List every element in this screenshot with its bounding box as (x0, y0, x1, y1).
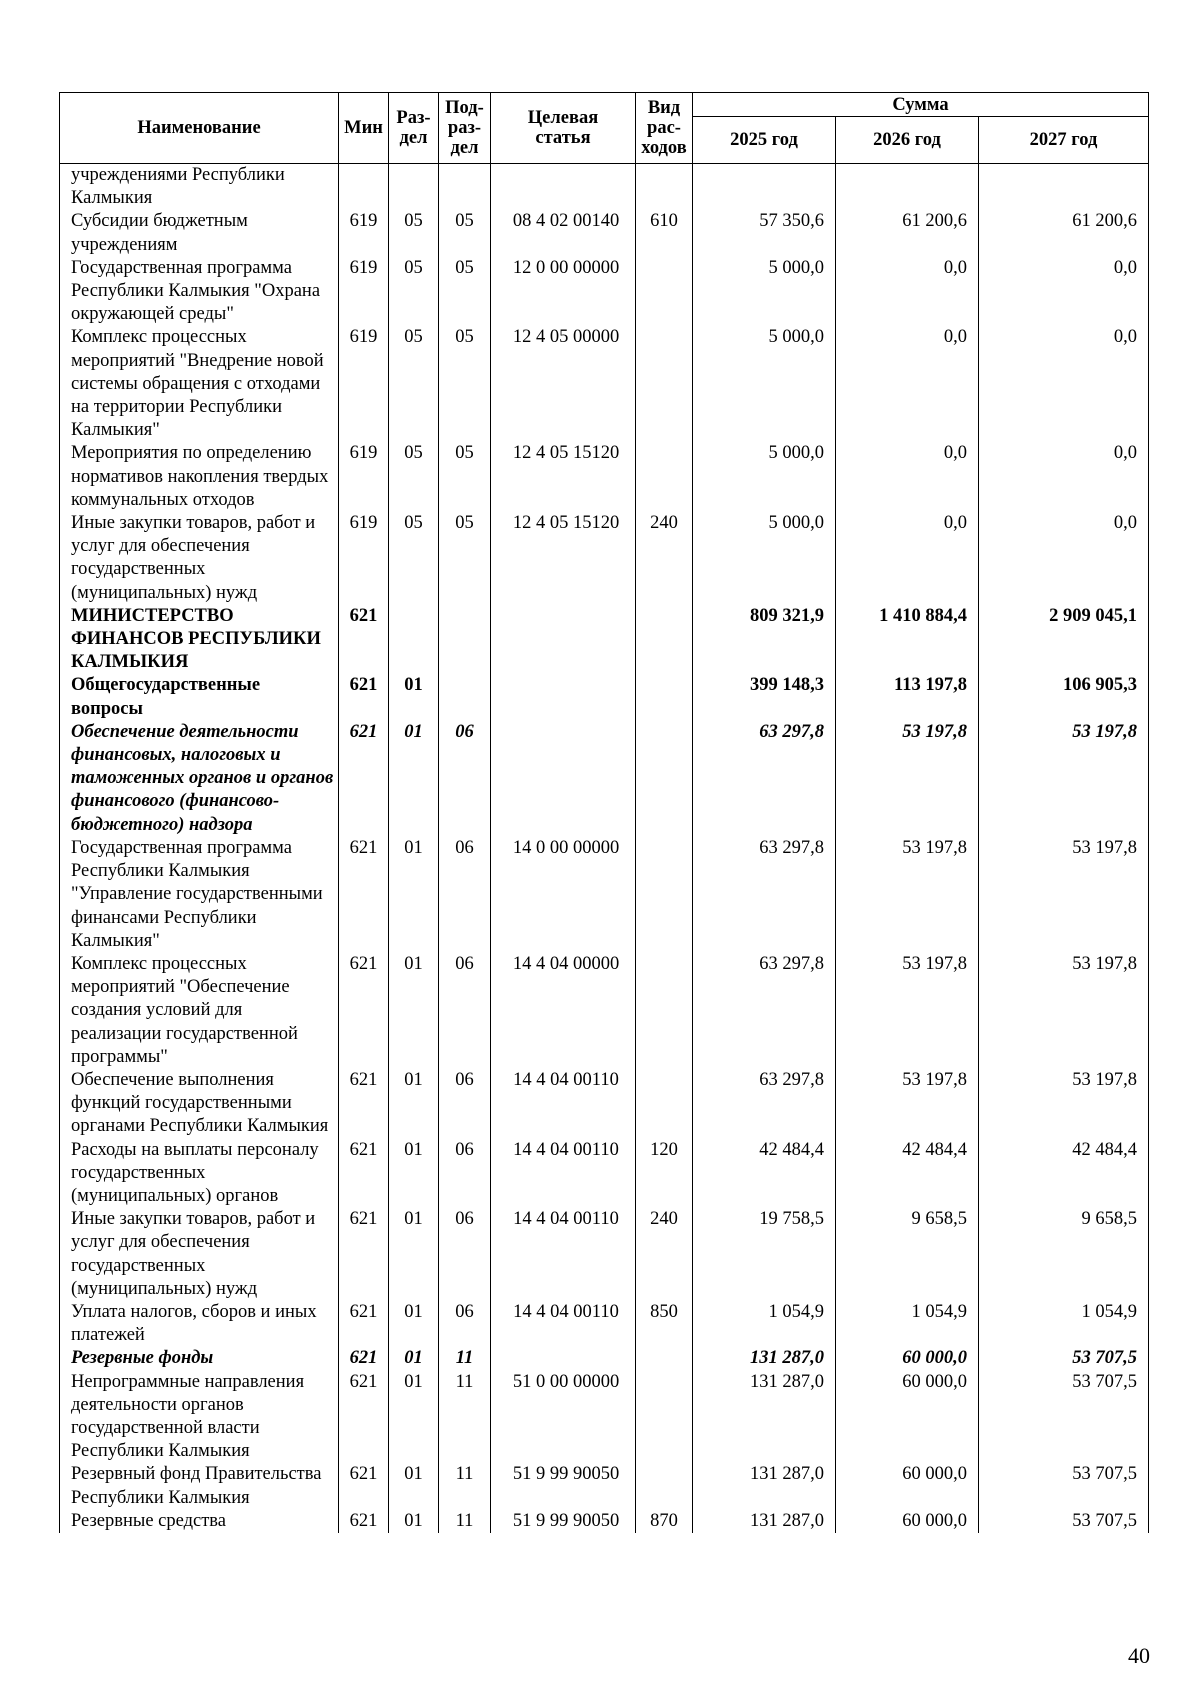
table-row (60, 674, 1149, 720)
cell-y2026: 60 000,0 (836, 1510, 979, 1533)
cell-podrazdel: 11 (439, 1463, 491, 1509)
cell-min: 619 (339, 512, 389, 605)
cell-y2027: 0,0 (979, 257, 1149, 327)
cell-y2025: 809 321,9 (693, 605, 836, 675)
cell-y2025: 1 054,9 (693, 1301, 836, 1347)
cell-name: МИНИСТЕРСТВО ФИНАНСОВ РЕСПУБЛИКИ КАЛМЫКИЯ (60, 605, 339, 675)
cell-podrazdel: 06 (439, 837, 491, 953)
cell-y2027: 53 197,8 (979, 721, 1149, 837)
table-row (60, 512, 1149, 605)
cell-name: Государственная программа Республики Калмыкия "Охрана окружающей среды" (60, 257, 339, 327)
cell-y2026: 0,0 (836, 326, 979, 442)
cell-name: Резервные фонды (60, 1347, 339, 1370)
cell-min: 621 (339, 1510, 389, 1533)
cell-razdel: 01 (389, 1510, 439, 1533)
cell-y2025: 5 000,0 (693, 442, 836, 512)
cell-podrazdel (439, 164, 491, 211)
cell-y2025: 63 297,8 (693, 721, 836, 837)
cell-min: 619 (339, 326, 389, 442)
cell-name: Резервный фонд Правительства Республики Калмыкия (60, 1463, 339, 1509)
cell-name: Иные закупки товаров, работ и услуг для обеспечения государственных (муниципальных) нужд (60, 1208, 339, 1301)
cell-y2025: 131 287,0 (693, 1463, 836, 1509)
cell-vid: 870 (636, 1510, 693, 1533)
cell-y2027: 53 707,5 (979, 1510, 1149, 1533)
cell-target: 14 0 00 00000 (491, 837, 636, 953)
cell-min: 621 (339, 1139, 389, 1209)
cell-target: 12 4 05 15120 (491, 442, 636, 512)
cell-razdel: 01 (389, 1139, 439, 1209)
cell-razdel: 01 (389, 1208, 439, 1301)
cell-podrazdel: 06 (439, 721, 491, 837)
cell-name: Иные закупки товаров, работ и услуг для обеспечения государственных (муниципальных) нужд (60, 512, 339, 605)
cell-podrazdel: 11 (439, 1371, 491, 1464)
cell-y2026: 53 197,8 (836, 953, 979, 1069)
cell-y2026: 53 197,8 (836, 721, 979, 837)
cell-target (491, 605, 636, 675)
cell-podrazdel: 05 (439, 512, 491, 605)
cell-razdel: 01 (389, 721, 439, 837)
cell-y2025: 19 758,5 (693, 1208, 836, 1301)
cell-y2026: 9 658,5 (836, 1208, 979, 1301)
table-row (60, 1208, 1149, 1301)
cell-y2027: 53 197,8 (979, 953, 1149, 1069)
cell-y2027: 106 905,3 (979, 674, 1149, 720)
cell-target: 51 9 99 90050 (491, 1463, 636, 1509)
header-year-2027: 2027 год (979, 117, 1149, 164)
cell-y2027: 53 707,5 (979, 1371, 1149, 1464)
cell-podrazdel: 06 (439, 953, 491, 1069)
cell-podrazdel: 05 (439, 257, 491, 327)
cell-y2026: 42 484,4 (836, 1139, 979, 1209)
cell-vid (636, 721, 693, 837)
header-year-2025: 2025 год (693, 117, 836, 164)
cell-vid (636, 1347, 693, 1370)
table-row (60, 257, 1149, 327)
header-vid: Вид рас- ходов (636, 93, 693, 164)
cell-y2025: 131 287,0 (693, 1510, 836, 1533)
cell-y2027: 0,0 (979, 326, 1149, 442)
cell-y2026: 53 197,8 (836, 837, 979, 953)
cell-name: Обеспечение деятельности финансовых, налоговых и таможенных органов и органов финансового (финансово-бюджетного) надзора (60, 721, 339, 837)
cell-razdel: 05 (389, 210, 439, 256)
cell-vid (636, 605, 693, 675)
cell-name: Резервные средства (60, 1510, 339, 1533)
header-razdel: Раз- дел (389, 93, 439, 164)
cell-podrazdel (439, 674, 491, 720)
cell-y2025: 63 297,8 (693, 837, 836, 953)
cell-razdel (389, 605, 439, 675)
cell-vid (636, 164, 693, 211)
cell-y2027: 61 200,6 (979, 210, 1149, 256)
cell-y2026: 1 054,9 (836, 1301, 979, 1347)
cell-y2027: 53 197,8 (979, 1069, 1149, 1139)
cell-razdel (389, 164, 439, 211)
cell-vid: 240 (636, 512, 693, 605)
cell-vid (636, 1371, 693, 1464)
cell-target: 51 9 99 90050 (491, 1510, 636, 1533)
cell-y2026: 60 000,0 (836, 1371, 979, 1464)
cell-name: Непрограммные направления деятельности органов государственной власти Республики Калмыкия (60, 1371, 339, 1464)
cell-min: 619 (339, 257, 389, 327)
cell-vid (636, 257, 693, 327)
cell-y2025: 131 287,0 (693, 1347, 836, 1370)
cell-y2026: 0,0 (836, 257, 979, 327)
cell-name: Комплекс процессных мероприятий "Внедрение новой системы обращения с отходами на территории Республики Калмыкия" (60, 326, 339, 442)
cell-name: Уплата налогов, сборов и иных платежей (60, 1301, 339, 1347)
table-row (60, 837, 1149, 953)
cell-podrazdel: 06 (439, 1139, 491, 1209)
cell-y2027: 53 707,5 (979, 1463, 1149, 1509)
cell-target: 14 4 04 00110 (491, 1208, 636, 1301)
cell-razdel: 05 (389, 326, 439, 442)
cell-target: 14 4 04 00110 (491, 1301, 636, 1347)
cell-y2025: 57 350,6 (693, 210, 836, 256)
cell-podrazdel: 06 (439, 1069, 491, 1139)
cell-min: 621 (339, 1463, 389, 1509)
cell-vid (636, 1069, 693, 1139)
cell-razdel: 01 (389, 1069, 439, 1139)
cell-target: 08 4 02 00140 (491, 210, 636, 256)
table-row (60, 1139, 1149, 1209)
header-min: Мин (339, 93, 389, 164)
cell-min: 621 (339, 953, 389, 1069)
cell-min: 621 (339, 1208, 389, 1301)
cell-y2027: 53 707,5 (979, 1347, 1149, 1370)
cell-name: учреждениями Республики Калмыкия (60, 164, 339, 211)
cell-target (491, 1347, 636, 1370)
cell-y2027: 1 054,9 (979, 1301, 1149, 1347)
cell-min: 621 (339, 1301, 389, 1347)
cell-target (491, 164, 636, 211)
cell-podrazdel: 06 (439, 1301, 491, 1347)
cell-target: 51 0 00 00000 (491, 1371, 636, 1464)
budget-table (59, 92, 1149, 1533)
cell-min: 621 (339, 605, 389, 675)
cell-min: 619 (339, 442, 389, 512)
cell-target: 14 4 04 00110 (491, 1069, 636, 1139)
cell-vid: 850 (636, 1301, 693, 1347)
table-row (60, 605, 1149, 675)
cell-target: 14 4 04 00110 (491, 1139, 636, 1209)
cell-vid (636, 442, 693, 512)
cell-y2025: 399 148,3 (693, 674, 836, 720)
cell-name: Субсидии бюджетным учреждениям (60, 210, 339, 256)
cell-vid (636, 1463, 693, 1509)
cell-razdel: 01 (389, 953, 439, 1069)
cell-y2026 (836, 164, 979, 211)
table-row (60, 1371, 1149, 1464)
header-podrazdel: Под- раз- дел (439, 93, 491, 164)
cell-y2026: 61 200,6 (836, 210, 979, 256)
cell-razdel: 05 (389, 442, 439, 512)
cell-min: 621 (339, 721, 389, 837)
table-row (60, 1510, 1149, 1533)
cell-y2026: 113 197,8 (836, 674, 979, 720)
cell-podrazdel: 11 (439, 1347, 491, 1370)
cell-podrazdel: 05 (439, 326, 491, 442)
page-number: 40 (1128, 1643, 1150, 1668)
cell-name: Общегосударственные вопросы (60, 674, 339, 720)
table-row (60, 1347, 1149, 1370)
cell-razdel: 05 (389, 257, 439, 327)
table-body (60, 164, 1149, 1533)
cell-y2026: 60 000,0 (836, 1347, 979, 1370)
cell-y2025: 5 000,0 (693, 326, 836, 442)
cell-y2025: 63 297,8 (693, 953, 836, 1069)
cell-name: Расходы на выплаты персоналу государственных (муниципальных) органов (60, 1139, 339, 1209)
cell-vid (636, 953, 693, 1069)
cell-y2025: 131 287,0 (693, 1371, 836, 1464)
table-row (60, 721, 1149, 837)
cell-min: 621 (339, 1371, 389, 1464)
table-row (60, 210, 1149, 256)
cell-target: 12 0 00 00000 (491, 257, 636, 327)
table-row (60, 1301, 1149, 1347)
table-row (60, 953, 1149, 1069)
cell-min: 619 (339, 210, 389, 256)
cell-min (339, 164, 389, 211)
cell-razdel: 05 (389, 512, 439, 605)
cell-vid (636, 674, 693, 720)
cell-target: 14 4 04 00000 (491, 953, 636, 1069)
cell-razdel: 01 (389, 674, 439, 720)
header-year-2026: 2026 год (836, 117, 979, 164)
table-row (60, 442, 1149, 512)
cell-y2025: 5 000,0 (693, 512, 836, 605)
cell-podrazdel: 05 (439, 442, 491, 512)
cell-y2026: 0,0 (836, 512, 979, 605)
cell-y2027: 42 484,4 (979, 1139, 1149, 1209)
table-row (60, 1069, 1149, 1139)
table-row (60, 1463, 1149, 1509)
cell-min: 621 (339, 1069, 389, 1139)
cell-min: 621 (339, 674, 389, 720)
cell-y2025: 5 000,0 (693, 257, 836, 327)
cell-vid: 120 (636, 1139, 693, 1209)
table-row (60, 326, 1149, 442)
header-target: Целевая статья (491, 93, 636, 164)
cell-razdel: 01 (389, 1301, 439, 1347)
cell-y2026: 1 410 884,4 (836, 605, 979, 675)
cell-min: 621 (339, 837, 389, 953)
cell-target (491, 721, 636, 837)
cell-razdel: 01 (389, 1463, 439, 1509)
cell-y2027: 53 197,8 (979, 837, 1149, 953)
cell-name: Комплекс процессных мероприятий "Обеспечение создания условий для реализации государственной программы" (60, 953, 339, 1069)
cell-y2026: 0,0 (836, 442, 979, 512)
cell-name: Обеспечение выполнения функций государственными органами Республики Калмыкия (60, 1069, 339, 1139)
cell-y2027 (979, 164, 1149, 211)
cell-y2025: 63 297,8 (693, 1069, 836, 1139)
cell-name: Государственная программа Республики Калмыкия "Управление государственными финансами Республики Калмыкия" (60, 837, 339, 953)
cell-podrazdel: 11 (439, 1510, 491, 1533)
cell-target (491, 674, 636, 720)
cell-y2025 (693, 164, 836, 211)
cell-target: 12 4 05 15120 (491, 512, 636, 605)
cell-y2025: 42 484,4 (693, 1139, 836, 1209)
cell-razdel: 01 (389, 1347, 439, 1370)
cell-podrazdel: 05 (439, 210, 491, 256)
cell-y2026: 53 197,8 (836, 1069, 979, 1139)
cell-target: 12 4 05 00000 (491, 326, 636, 442)
cell-name: Мероприятия по определению нормативов накопления твердых коммунальных отходов (60, 442, 339, 512)
cell-vid: 240 (636, 1208, 693, 1301)
cell-podrazdel (439, 605, 491, 675)
cell-y2027: 9 658,5 (979, 1208, 1149, 1301)
cell-y2027: 0,0 (979, 442, 1149, 512)
header-sum: Сумма (693, 93, 1149, 117)
cell-y2027: 2 909 045,1 (979, 605, 1149, 675)
cell-podrazdel: 06 (439, 1208, 491, 1301)
table-header (60, 93, 1149, 164)
cell-razdel: 01 (389, 837, 439, 953)
table-row (60, 164, 1149, 211)
header-name: Наименование (60, 93, 339, 164)
cell-y2026: 60 000,0 (836, 1463, 979, 1509)
cell-vid (636, 326, 693, 442)
cell-razdel: 01 (389, 1371, 439, 1464)
cell-y2027: 0,0 (979, 512, 1149, 605)
cell-min: 621 (339, 1347, 389, 1370)
cell-vid (636, 837, 693, 953)
cell-vid: 610 (636, 210, 693, 256)
